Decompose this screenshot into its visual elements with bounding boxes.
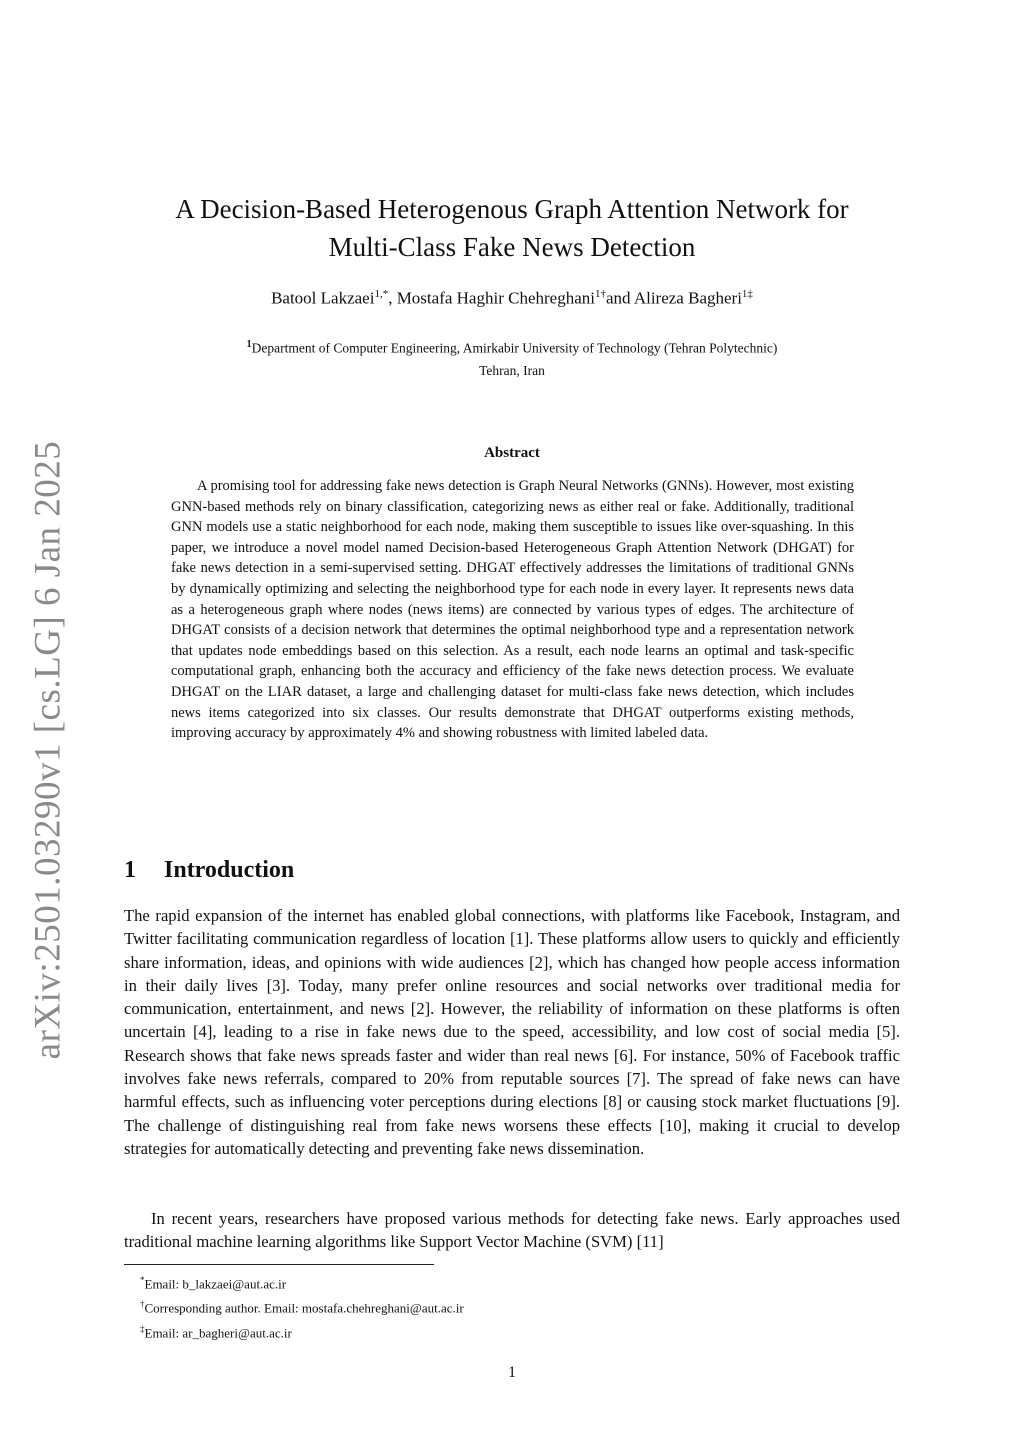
- author-3-name: Alireza Bagheri: [633, 288, 742, 308]
- affiliation-line-1: [124, 334, 900, 360]
- section-title: Introduction: [164, 857, 295, 883]
- title-line-1: A Decision-Based Heterogenous Graph Attention Network for: [175, 194, 849, 224]
- footnotes: [140, 1270, 464, 1343]
- author-list: [124, 288, 900, 309]
- abstract-heading: Abstract: [484, 445, 540, 461]
- affiliation-mark: 1: [246, 339, 252, 350]
- affiliation-department: Department of Computer Engineering, Amirkabir University of Technology (Tehran Polytechnic): [251, 340, 778, 356]
- footnote-mark: †: [140, 1299, 145, 1310]
- title-line-2: Multi-Class Fake News Detection: [328, 232, 696, 262]
- footnote-1: [140, 1270, 464, 1294]
- section-number: 1: [124, 857, 136, 883]
- page-number: 1: [508, 1364, 516, 1381]
- footnote-3: [140, 1319, 464, 1343]
- footnote-text: Email: ar_bagheri@aut.ac.ir: [144, 1324, 292, 1340]
- abstract-text: A promising tool for addressing fake news detection is Graph Neural Networks (GNNs). However, most existing GNN-based methods rely on binary classification, categorizing news as either real or fake. Additionally, traditional GNN models use a static neighborhood for each node, making them susceptible to issues like over-squashing. In this paper, we introduce a novel model named Decision-based Heterogeneous Graph Attention Network (DHGAT) for fake news detection in a semi-supervised setting. DHGAT effectively addresses the limitations of traditional GNNs by dynamically optimizing and selecting the neighborhood type for each node in every layer. It represents news data as a heterogeneous graph where nodes (news items) are connected by various types of edges. The architecture of DHGAT consists of a decision network that determines the optimal neighborhood type and a representation network that updates node embeddings based on this selection. As a result, each node learns an optimal and task-specific computational graph, enhancing both the accuracy and efficiency of the fake news detection process. We evaluate DHGAT on the LIAR dataset, a large and challenging dataset for multi-class fake news detection, which includes news items categorized into six classes. Our results demonstrate that DHGAT outperforms existing methods, improving accuracy by approximately 4% and showing robustness with limited labeled data.: [171, 478, 854, 742]
- author-2-name: Mostafa Haghir Chehreghani: [396, 288, 595, 308]
- footnote-mark: *: [140, 1275, 145, 1285]
- affiliation-line-2: Tehran, Iran: [479, 362, 545, 378]
- affiliation: [124, 334, 900, 382]
- footnote-divider: [124, 1264, 434, 1265]
- author-1-name: Batool Lakzaei: [271, 288, 375, 308]
- intro-paragraph-1: The rapid expansion of the internet has enabled global connections, with platforms like Facebook, Instagram, and Twitter facilitating communication regardless of location [1]. These platforms allow users to quickly and efficiently share information, ideas, and opinions with wide audiences [2], which has changed how people access information in their daily lives [3]. Today, many prefer online resources and social networks over traditional media for communication, entertainment, and news [2]. However, the reliability of information on these platforms is often uncertain [4], leading to a rise in fake news due to the speed, accessibility, and low cost of social media [5]. Research shows that fake news spreads faster and wider than real news [6]. For instance, 50% of Facebook traffic involves fake news referrals, compared to 20% from reputable sources [7]. The spread of fake news can have harmful effects, such as influencing voter perceptions during elections [8] or causing stock market fluctuations [9]. The challenge of distinguishing real from fake news worsens these effects [10], making it crucial to develop strategies for automatically detecting and preventing fake news dissemination.: [124, 906, 900, 1158]
- author-separator-2: and: [605, 288, 634, 308]
- footnote-mark: ‡: [140, 1323, 145, 1334]
- footnote-text: Email: b_lakzaei@aut.ac.ir: [144, 1276, 287, 1292]
- author-separator-1: ,: [388, 288, 397, 308]
- section-heading: [124, 857, 294, 884]
- footnote-text: Corresponding author. Email: mostafa.chehreghani@aut.ac.ir: [144, 1300, 464, 1316]
- author-3-marks: 1‡: [741, 288, 753, 300]
- paper-title: [124, 190, 900, 266]
- author-1-marks: 1,*: [374, 288, 389, 300]
- footnote-2: [140, 1294, 464, 1318]
- author-2-marks: 1†: [594, 288, 606, 300]
- arxiv-side-stamp: arXiv:2501.03290v1 [cs.LG] 6 Jan 2025: [27, 440, 69, 1060]
- intro-paragraph-2: In recent years, researchers have proposed various methods for detecting fake news. Early approaches used traditional machine learning algorithms like Support Vector Machine (SVM) [11]: [124, 1209, 900, 1252]
